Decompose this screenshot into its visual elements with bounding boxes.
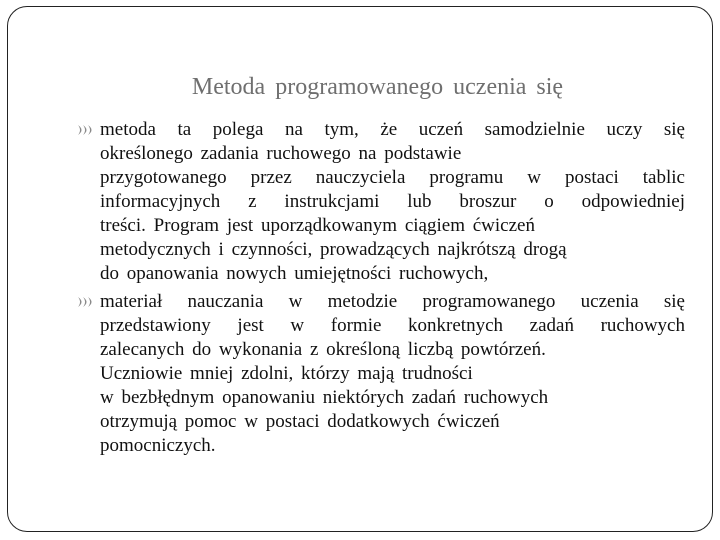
bullet-text-line: w bezbłędnym opanowaniu niektórych zadań ruchowych	[100, 387, 549, 408]
slide-body	[100, 118, 685, 462]
bullet-text-line: przedstawiony jest w formie konkretnych zadań ruchowych	[100, 315, 685, 336]
bullet-text-line: pomocniczych.	[100, 435, 216, 456]
bullet-item	[100, 118, 685, 286]
bullet-text-line: przygotowanego przez nauczyciela programu w postaci tablic	[100, 167, 685, 188]
bullet-text-line: Uczniowie mniej zdolni, którzy mają trudności	[100, 363, 473, 384]
bullet-text-line: zalecanych do wykonania z określoną liczbą powtórzeń.	[100, 339, 546, 360]
bullet-text-line: metodycznych i czynności, prowadzących najkrótszą drogą	[100, 239, 567, 260]
bullet-icon	[76, 122, 98, 138]
slide-title: Metoda programowanego uczenia się	[191, 74, 564, 100]
bullet-text-line: materiał nauczania w metodzie programowanego uczenia się	[100, 291, 685, 312]
bullet-text-line: do opanowania nowych umiejętności ruchowych,	[100, 263, 489, 284]
bullet-text-line: metoda ta polega na tym, że uczeń samodzielnie uczy się	[100, 119, 685, 140]
bullet-text-line: informacyjnych z instrukcjami lub broszur o odpowiedniej	[100, 191, 685, 212]
bullet-text-line: określonego zadania ruchowego na podstawie	[100, 143, 462, 164]
bullet-text-line: otrzymują pomoc w postaci dodatkowych ćwiczeń	[100, 411, 500, 432]
bullet-text-line: treści. Program jest uporządkowanym ciągiem ćwiczeń	[100, 215, 535, 236]
bullet-item	[100, 290, 685, 458]
bullet-icon	[76, 294, 98, 310]
